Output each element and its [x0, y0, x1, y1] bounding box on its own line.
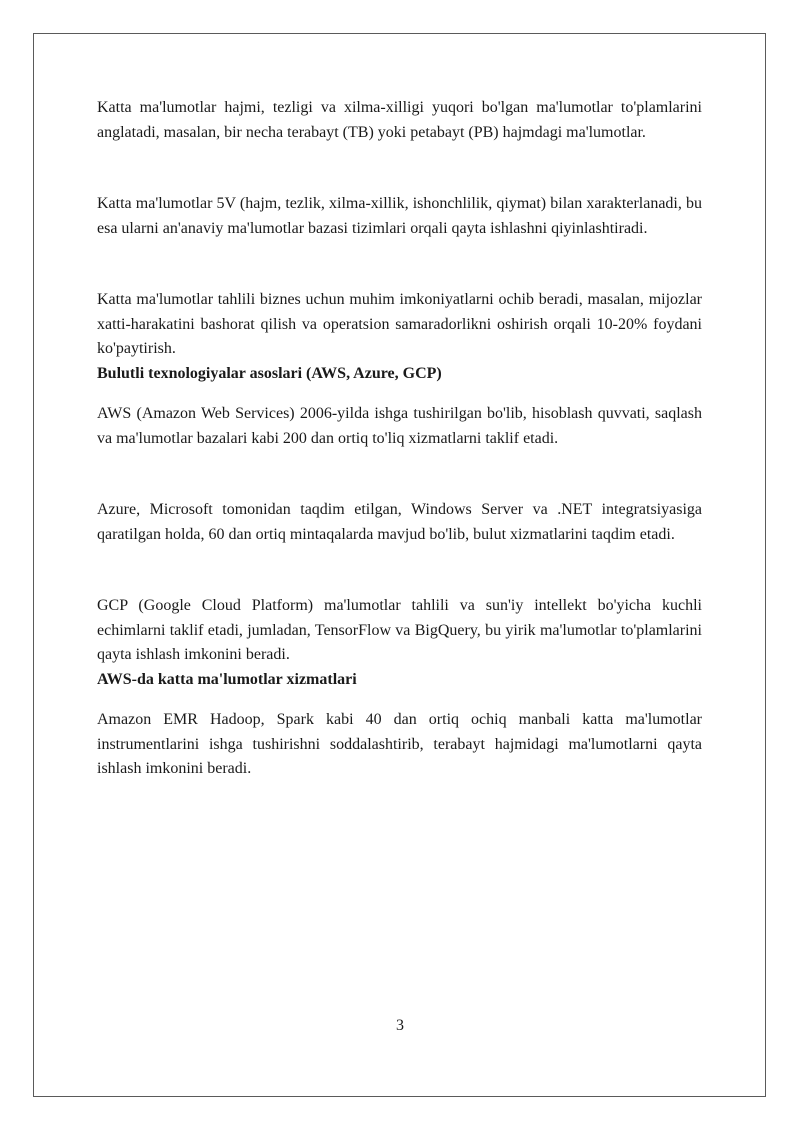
- heading-cloud-basics: Bulutli texnologiyalar asoslari (AWS, Azure, GCP): [97, 364, 442, 382]
- page-number: 3: [396, 1017, 404, 1034]
- paragraph-amazon-emr: Amazon EMR Hadoop, Spark kabi 40 dan ortiq ochiq manbali katta ma'lumotlar instrumentlarini ishga tushirishni soddalashtirib, terabayt hajmidagi ma'lumotlarni qayta ishlash imkonini beradi.: [97, 711, 702, 777]
- paragraph-big-data-analytics: Katta ma'lumotlar tahlili biznes uchun muhim imkoniyatlarni ochib beradi, masalan, mijozlar xatti-harakatini bashorat qilish va operatsion samaradorlikni oshirish orqali 10-20% foydani ko'paytirish.: [97, 291, 702, 357]
- paragraph-big-data-definition: Katta ma'lumotlar hajmi, tezligi va xilma-xilligi yuqori bo'lgan ma'lumotlar to'plamlarini anglatadi, masalan, bir necha terabayt (TB) yoki petabayt (PB) hajmdagi ma'lumotlar.: [97, 99, 702, 141]
- paragraph-aws: AWS (Amazon Web Services) 2006-yilda ishga tushirilgan bo'lib, hisoblash quvvati, saqlash va ma'lumotlar bazalari kabi 200 dan ortiq to'liq xizmatlarni taklif etadi.: [97, 405, 702, 447]
- document-body: [97, 96, 702, 782]
- paragraph-gcp: GCP (Google Cloud Platform) ma'lumotlar tahlili va sun'iy intellekt bo'yicha kuchli echimlarni taklif etadi, jumladan, TensorFlow va BigQuery, bu yirik ma'lumotlar to'plamlarini qayta ishlash imkonini beradi.: [97, 597, 702, 663]
- paragraph-azure: Azure, Microsoft tomonidan taqdim etilgan, Windows Server va .NET integratsiyasiga qaratilgan holda, 60 dan ortiq mintaqalarda mavjud bo'lib, bulut xizmatlarini taqdim etadi.: [97, 501, 702, 543]
- paragraph-big-data-5v: Katta ma'lumotlar 5V (hajm, tezlik, xilma-xillik, ishonchlilik, qiymat) bilan xarakterlanadi, bu esa ularni an'anaviy ma'lumotlar bazasi tizimlari orqali qayta ishlashni qiyinlashtiradi.: [97, 195, 702, 237]
- heading-aws-big-data: AWS-da katta ma'lumotlar xizmatlari: [97, 670, 357, 688]
